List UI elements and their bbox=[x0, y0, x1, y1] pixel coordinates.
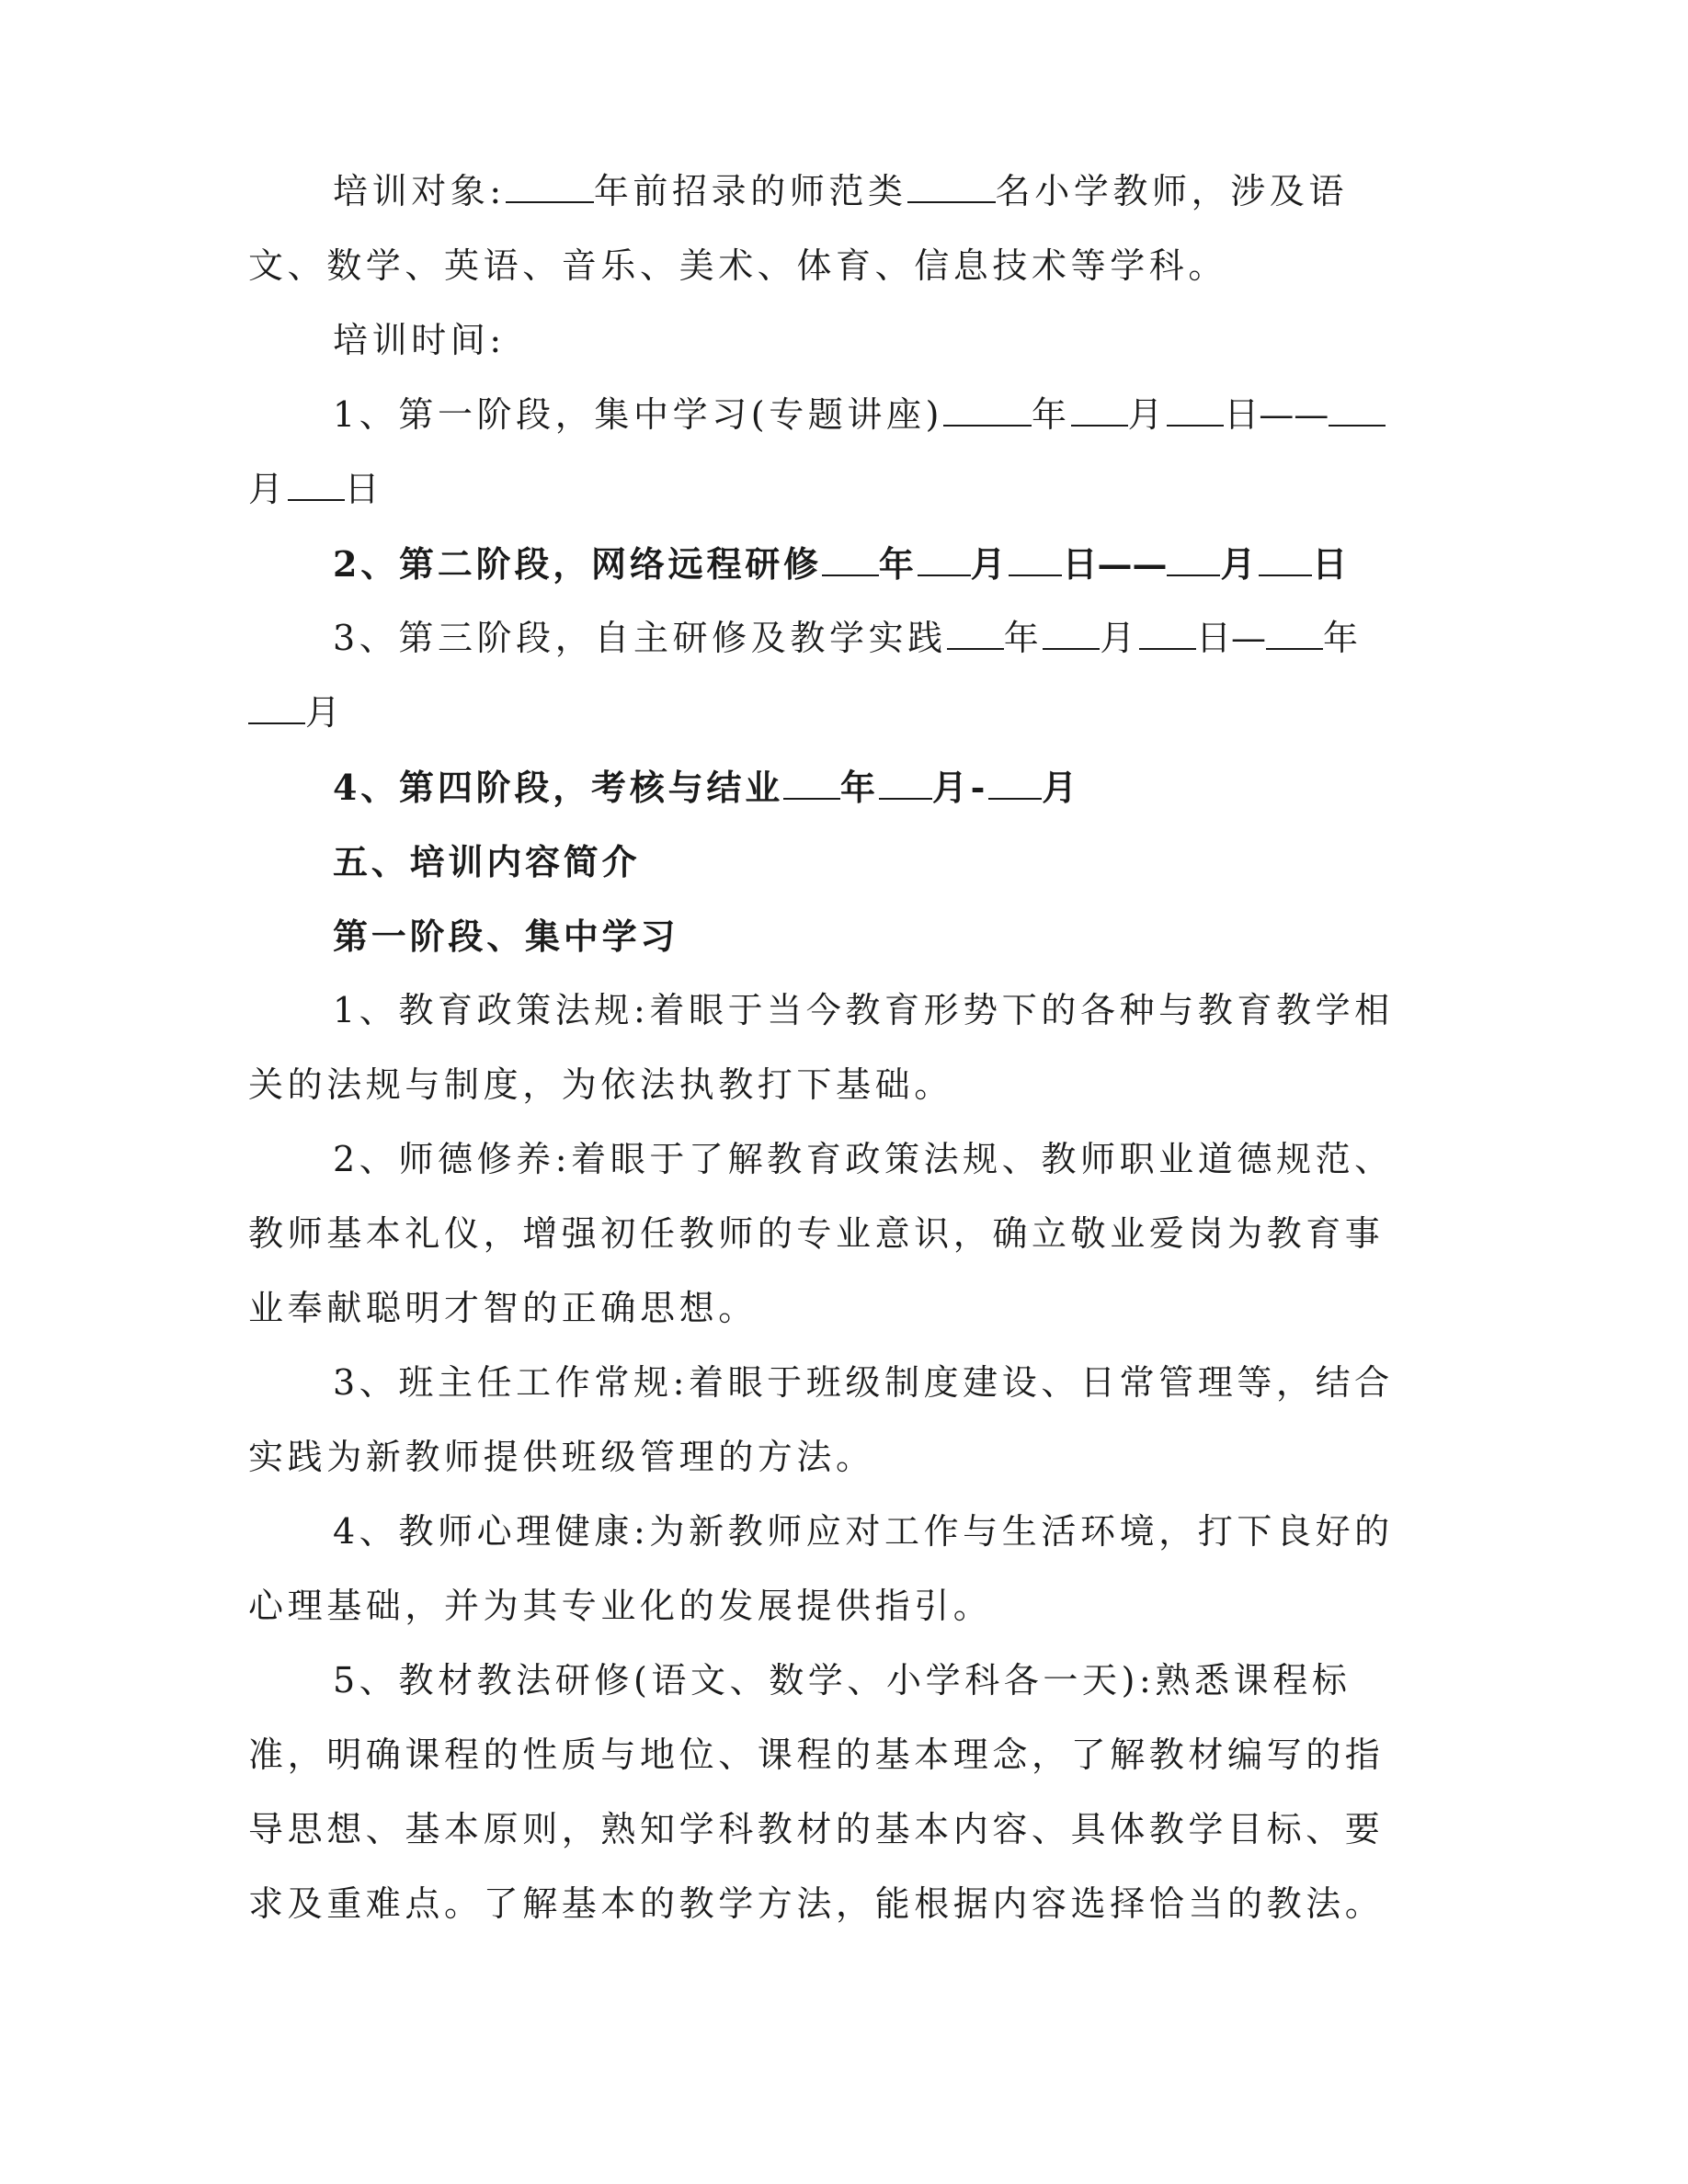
fill-blank bbox=[1259, 547, 1312, 576]
text-run: 月 bbox=[1042, 767, 1081, 808]
text-run: 2、第二阶段，网络远程研修 bbox=[333, 543, 822, 585]
text-run: 月 bbox=[305, 692, 345, 733]
fill-blank bbox=[1009, 547, 1062, 576]
paragraph-stage-2 bbox=[248, 527, 1409, 601]
paragraph-training-target bbox=[248, 154, 1409, 303]
text-run: 年 bbox=[1003, 618, 1044, 658]
fill-blank bbox=[918, 547, 971, 576]
subheading-stage-1: 第一阶段、集中学习 bbox=[333, 916, 679, 957]
paragraph-item-2: 2、师德修养:着眼于了解教育政策法规、教师职业道德规范、教师基本礼仪，增强初任教师的专业意识，确立敬业爱岗为教育事业奉献聪明才智的正确思想。 bbox=[248, 1139, 1394, 1328]
fill-blank bbox=[1139, 620, 1196, 650]
fill-blank bbox=[879, 770, 932, 800]
paragraph-stage-3 bbox=[248, 601, 1409, 750]
paragraph-item-4: 4、教师心理健康:为新教师应对工作与生活环境，打下良好的心理基础，并为其专业化的发展提供指引。 bbox=[248, 1511, 1394, 1626]
fill-blank bbox=[1167, 397, 1224, 427]
text-run: 月 bbox=[1127, 394, 1168, 435]
text-run: 名小学教师，涉及语文、数学、英语、音乐、美术、体育、信息技术等学科。 bbox=[248, 171, 1349, 286]
text-run: 月 bbox=[970, 543, 1009, 585]
text-run: 月- bbox=[931, 767, 989, 808]
text-run: 年 bbox=[1323, 618, 1363, 658]
text-run: 1、第一阶段，集中学习(专题讲座) bbox=[333, 394, 944, 435]
text-run: 月 bbox=[1100, 618, 1139, 658]
fill-blank bbox=[1266, 620, 1323, 650]
section-heading-training-content: 五、培训内容简介 bbox=[333, 841, 641, 882]
paragraph-stage-4 bbox=[248, 750, 1409, 825]
fill-blank bbox=[288, 472, 345, 501]
text-run: 日— bbox=[1196, 618, 1267, 658]
paragraph-item-5: 5、教材教法研修(语文、数学、小学科各一天):熟悉课程标准，明确课程的性质与地位、课程的基本理念，了解教材编写的指导思想、基本原则，熟知学科教材的基本内容、具体教学目标、要求及重难点。了解基本的教学方法，能根据内容选择恰当的教法。 bbox=[248, 1660, 1385, 1924]
paragraph-item-3: 3、班主任工作常规:着眼于班级制度建设、日常管理等，结合实践为新教师提供班级管理的方法。 bbox=[248, 1362, 1394, 1477]
text-run: 年前招录的师范类 bbox=[593, 171, 907, 211]
fill-blank bbox=[506, 174, 594, 203]
text-run: 3、第三阶段，自主研修及教学实践 bbox=[333, 618, 947, 658]
paragraph-item-1: 1、教育政策法规:着眼于当今教育形势下的各种与教育教学相关的法规与制度，为依法执教打下基础。 bbox=[248, 990, 1394, 1105]
text-run: 年 bbox=[878, 543, 918, 585]
paragraph-training-time: 培训时间: bbox=[333, 320, 506, 360]
text-run: 月 bbox=[248, 469, 288, 509]
text-run: 4、第四阶段，考核与结业 bbox=[333, 767, 784, 808]
fill-blank bbox=[1167, 547, 1220, 576]
text-run: 培训对象: bbox=[333, 171, 506, 211]
text-run: 日—— bbox=[1224, 394, 1329, 435]
fill-blank bbox=[943, 397, 1032, 427]
fill-blank bbox=[822, 547, 879, 576]
text-run: 日 bbox=[1312, 543, 1352, 585]
paragraph-stage-1 bbox=[248, 378, 1409, 527]
text-run: 年 bbox=[1032, 394, 1071, 435]
fill-blank bbox=[1329, 397, 1386, 427]
document-page bbox=[248, 154, 1409, 1941]
text-run: 日—— bbox=[1062, 543, 1168, 585]
text-run: 月 bbox=[1220, 543, 1260, 585]
text-run: 日 bbox=[344, 469, 384, 509]
text-run: 年 bbox=[840, 767, 879, 808]
fill-blank bbox=[907, 174, 996, 203]
fill-blank bbox=[1071, 397, 1128, 427]
fill-blank bbox=[248, 695, 305, 724]
fill-blank bbox=[1043, 620, 1100, 650]
fill-blank bbox=[988, 770, 1042, 800]
fill-blank bbox=[947, 620, 1004, 650]
fill-blank bbox=[783, 770, 840, 800]
